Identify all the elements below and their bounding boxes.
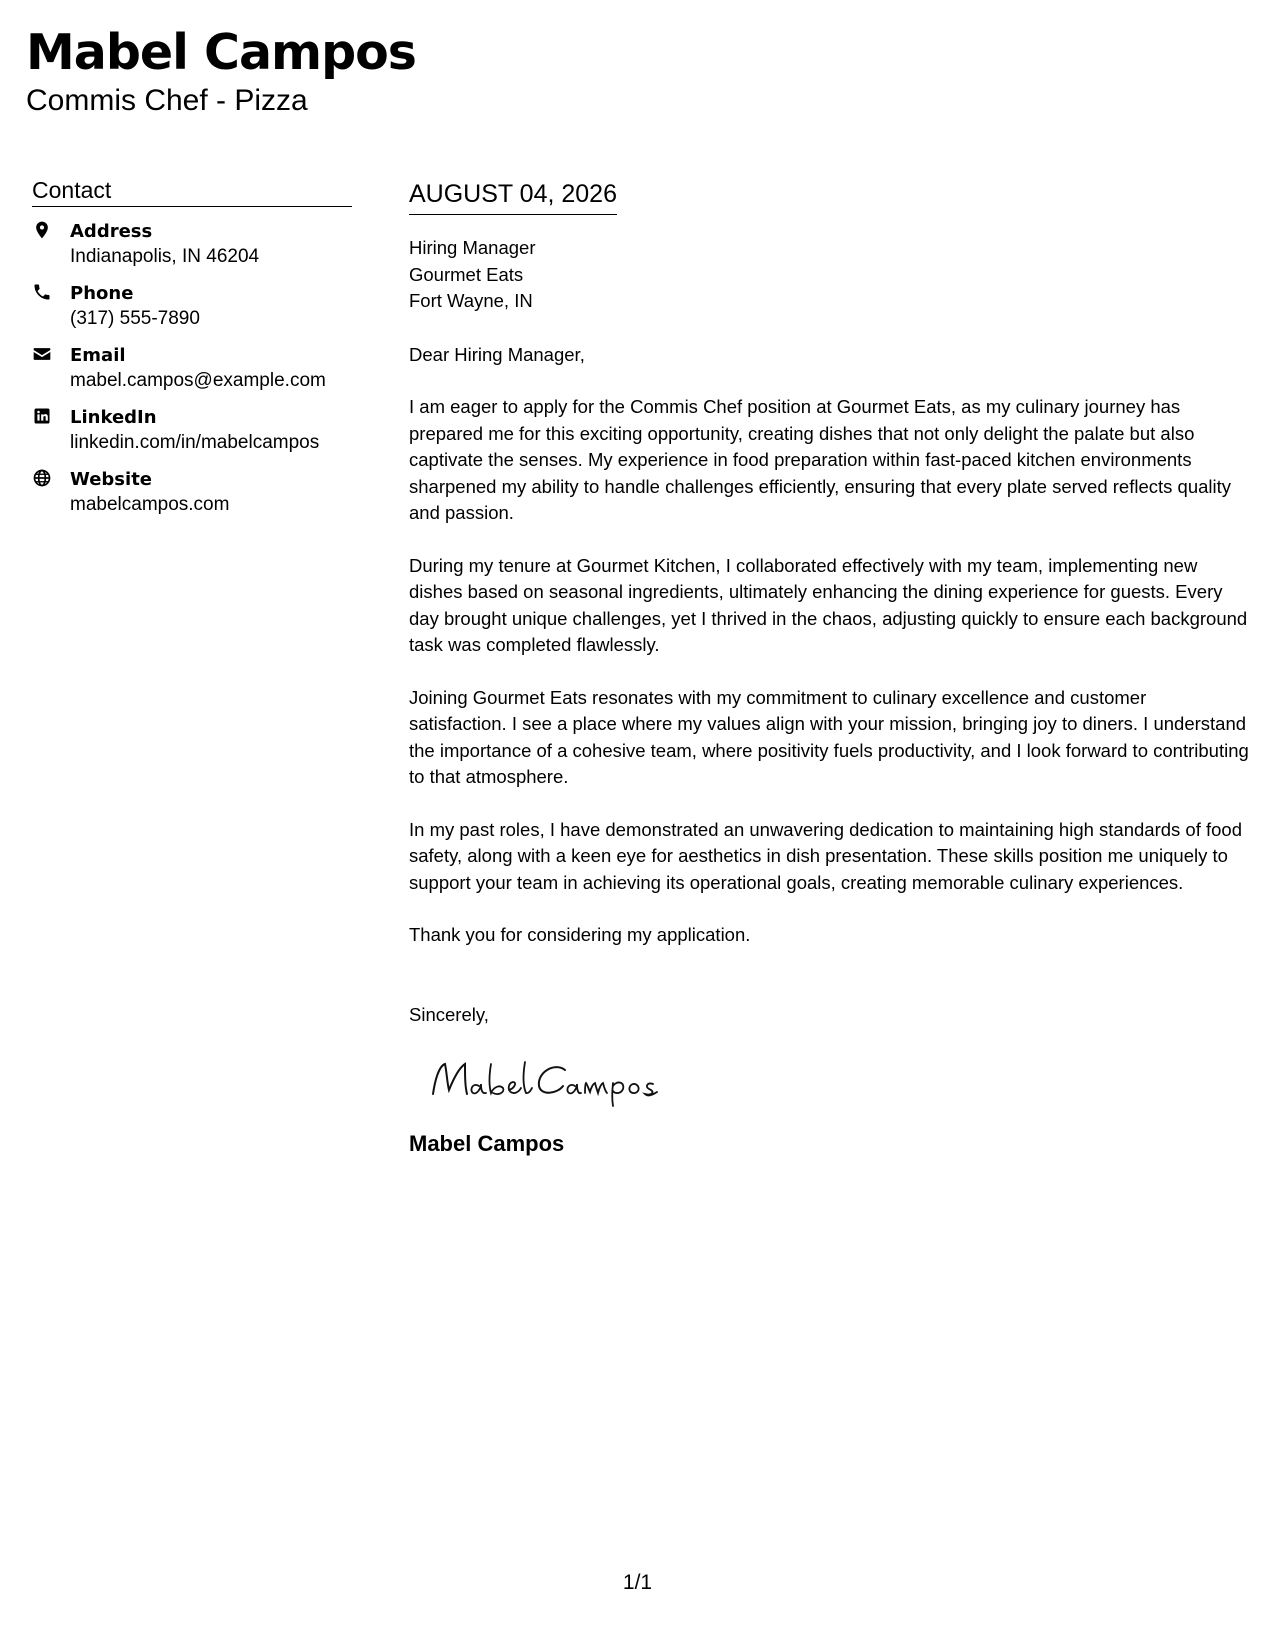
contact-sidebar xyxy=(32,176,352,529)
letter-date: AUGUST 04, 2026 xyxy=(409,178,617,215)
job-title: Commis Chef - Pizza xyxy=(26,84,308,117)
email-value: mabel.campos@example.com xyxy=(70,370,326,391)
letter-body xyxy=(409,342,1249,1029)
page-number: 1/1 xyxy=(622,1571,653,1594)
contact-item-phone xyxy=(32,281,352,331)
contact-heading: Contact xyxy=(32,176,352,207)
contact-label: LinkedIn xyxy=(70,407,157,428)
contact-label: Address xyxy=(70,221,153,242)
linkedin-value: linkedin.com/in/mabelcampos xyxy=(70,432,320,453)
contact-item-website xyxy=(32,467,352,517)
contact-label: Email xyxy=(70,345,126,366)
globe-icon xyxy=(32,467,70,489)
contact-label: Website xyxy=(70,469,153,490)
phone-value: (317) 555-7890 xyxy=(70,308,200,329)
address-value: Indianapolis, IN 46204 xyxy=(70,246,260,267)
linkedin-icon xyxy=(32,405,70,427)
contact-item-linkedin xyxy=(32,405,352,455)
contact-label: Phone xyxy=(70,283,134,304)
contact-item-address xyxy=(32,219,352,269)
applicant-name: Mabel Campos xyxy=(26,24,416,81)
body-paragraph: In my past roles, I have demonstrated an unwavering dedication to maintaining high standards of food safety, along with a keen eye for aesthetics in dish presentation. These skills position me uniquely to support your team in achieving its operational goals, creating memorable culinary experiences. xyxy=(409,818,1243,893)
body-paragraph: During my tenure at Gourmet Kitchen, I collaborated effectively with my team, implementing new dishes based on seasonal ingredients, ultimately enhancing the dining experience for guests. Every day brought unique challenges, yet I thrived in the chaos, adjusting quickly to ensure each background task was completed flawlessly. xyxy=(409,554,1248,655)
cover-letter xyxy=(409,178,1249,1158)
recipient-line: Gourmet Eats xyxy=(409,263,524,285)
signed-name: Mabel Campos xyxy=(409,1131,565,1156)
resume-header xyxy=(26,22,416,118)
recipient-line: Fort Wayne, IN xyxy=(409,290,533,311)
envelope-icon xyxy=(32,343,70,365)
recipient-block xyxy=(409,235,1249,315)
recipient-line: Hiring Manager xyxy=(409,237,536,258)
body-paragraph: Joining Gourmet Eats resonates with my commitment to culinary excellence and customer satisfaction. I see a place where my values align with your mission, bringing joy to diners. I understand the importance of a cohesive team, where positivity fuels productivity, and I look forward to contributing to that atmosphere. xyxy=(409,686,1249,787)
handwritten-signature xyxy=(425,1050,1249,1110)
closing-line: Thank you for considering my application. xyxy=(409,924,751,945)
map-pin-icon xyxy=(32,219,70,241)
body-paragraph: I am eager to apply for the Commis Chef position at Gourmet Eats, as my culinary journey has prepared me for this exciting opportunity, creating dishes that not only delight the palate but also captivate the senses. My experience in food preparation within fast-paced kitchen environments sharpened my ability to handle challenges efficiently, ensuring that every plate served reflects quality and passion. xyxy=(409,396,1232,523)
phone-icon xyxy=(32,281,70,303)
salutation: Dear Hiring Manager, xyxy=(409,343,585,365)
contact-item-email xyxy=(32,343,352,393)
signoff: Sincerely, xyxy=(409,1003,489,1025)
website-value: mabelcampos.com xyxy=(70,494,230,515)
